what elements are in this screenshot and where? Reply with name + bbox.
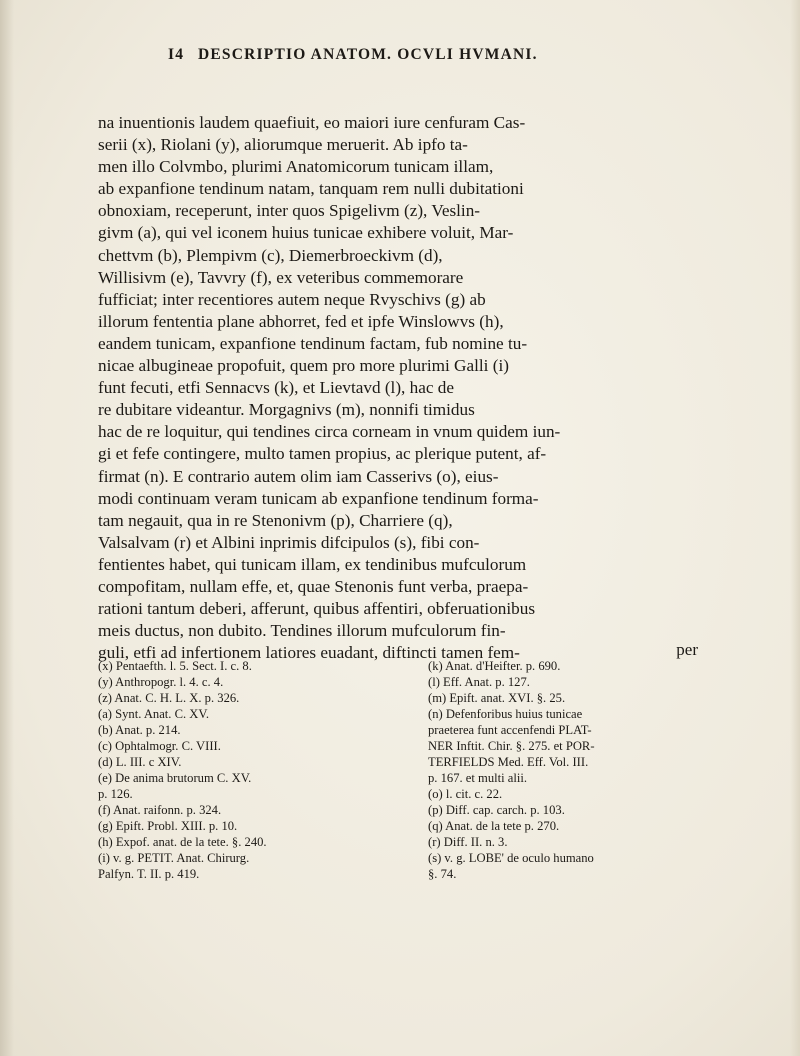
footnote: (f) Anat. raifonn. p. 324. [98, 803, 222, 817]
text-line: funt fecuti, etfi Sennacvs (k), et Lievtavd (l), hac de [98, 378, 455, 398]
footnote: p. 126. [98, 787, 133, 801]
footnote: (c) Ophtalmogr. C. VIII. [98, 739, 221, 753]
text-line: obnoxiam, receperunt, inter quos Spigelivm (z), Veslin- [98, 201, 481, 221]
text-line: gi et fefe contingere, multo tamen propius, ac plerique putent, af- [98, 444, 547, 464]
footnote: (p) Diff. cap. carch. p. 103. [428, 803, 565, 817]
text-line: serii (x), Riolani (y), aliorumque meruerit. Ab ipfo ta- [98, 135, 468, 155]
text-line: hac de re loquitur, qui tendines circa corneam in vnum quidem iun- [98, 422, 561, 442]
footnote: (l) Eff. Anat. p. 127. [428, 675, 530, 689]
text-line: na inuentionis laudem quaefiuit, eo maiori iure cenfuram Cas- [98, 113, 526, 132]
footnote: (o) l. cit. c. 22. [428, 787, 503, 801]
footnote: (x) Pentaefth. l. 5. Sect. I. c. 8. [98, 659, 252, 673]
text-line: firmat (n). E contrario autem olim iam Casserivs (o), eius- [98, 466, 499, 486]
text-line: eandem tunicam, expanfione tendinum factam, fub nomine tu- [98, 333, 528, 353]
text-line: men illo Colvmbo, plurimi Anatomicorum tunicam illam, [98, 157, 494, 177]
text-line: compofitam, nullam effe, et, quae Stenonis funt verba, praepa- [98, 576, 529, 596]
page-edge [790, 0, 800, 1056]
footnotes-left [98, 658, 398, 882]
text-line: rationi tantum deberi, afferunt, quibus affentiri, obferuationibus [98, 599, 536, 619]
catchword: per [676, 640, 698, 659]
text-line: guli, etfi ad infertionem latiores euadant, diftincti tamen fem- [98, 643, 520, 663]
text-line: re dubitare videantur. Morgagnivs (m), nonnifi timidus [98, 400, 475, 420]
footnote: (d) L. III. c XIV. [98, 755, 182, 769]
text-line: ab expanfione tendinum natam, tanquam rem nulli dubitationi [98, 179, 524, 199]
text-line: modi continuam veram tunicam ab expanfione tendinum forma- [98, 488, 539, 508]
footnote: praeterea funt accenfendi PLAT- [428, 723, 592, 737]
text-line: chettvm (b), Plempivm (c), Diemerbroeckivm (d), [98, 245, 443, 265]
footnote: (s) v. g. LOBE' de oculo humano [428, 851, 594, 865]
spine-shadow [0, 0, 14, 1056]
text-line: nicae albugineae propofuit, quem pro more plurimi Galli (i) [98, 356, 509, 376]
text-line: fentientes habet, qui tunicam illam, ex tendinibus mufculorum [98, 554, 527, 574]
text-line: Willisivm (e), Tavvry (f), ex veteribus commemorare [98, 267, 464, 287]
footnote: (y) Anthropogr. l. 4. c. 4. [98, 675, 224, 689]
footnote: (n) Defenforibus huius tunicae [428, 707, 583, 721]
main-text [98, 112, 724, 664]
footnote: (z) Anat. C. H. L. X. p. 326. [98, 691, 240, 705]
text-line: Valsalvam (r) et Albini inprimis difcipulos (s), fibi con- [98, 532, 480, 552]
footnote: (a) Synt. Anat. C. XV. [98, 707, 210, 721]
footnote: §. 74. [428, 867, 457, 881]
footnote: NER Inftit. Chir. §. 275. et POR- [428, 739, 595, 753]
footnotes-right [428, 658, 728, 882]
footnote: (g) Epift. Probl. XIII. p. 10. [98, 819, 238, 833]
footnote: (b) Anat. p. 214. [98, 723, 181, 737]
footnote: TERFIELDS Med. Eff. Vol. III. [428, 755, 589, 769]
footnote: p. 167. et multi alii. [428, 771, 527, 785]
footnote: (r) Diff. II. n. 3. [428, 835, 508, 849]
footnote: (k) Anat. d'Heifter. p. 690. [428, 659, 561, 673]
footnote: (h) Expof. anat. de la tete. §. 240. [98, 835, 267, 849]
footnote: (e) De anima brutorum C. XV. [98, 771, 252, 785]
footnote: (q) Anat. de la tete p. 270. [428, 819, 560, 833]
text-line: illorum fententia plane abhorret, fed et ipfe Winslowvs (h), [98, 311, 504, 331]
footnote: (i) v. g. PETIT. Anat. Chirurg. [98, 851, 250, 865]
footnote: Palfyn. T. II. p. 419. [98, 867, 200, 881]
running-title: DESCRIPTIO ANATOM. OCVLI HVMANI. [198, 46, 538, 63]
text-line: givm (a), qui vel iconem huius tunicae exhibere voluit, Mar- [98, 223, 514, 243]
text-line: tam negauit, qua in re Stenonivm (p), Charriere (q), [98, 510, 453, 530]
running-header [168, 46, 688, 72]
footnote: (m) Epift. anat. XVI. §. 25. [428, 691, 566, 705]
page-number: I4 [168, 46, 185, 63]
text-line: fufficiat; inter recentiores autem neque Rvyschivs (g) ab [98, 289, 486, 309]
text-line: meis ductus, non dubito. Tendines illorum mufculorum fin- [98, 621, 506, 641]
